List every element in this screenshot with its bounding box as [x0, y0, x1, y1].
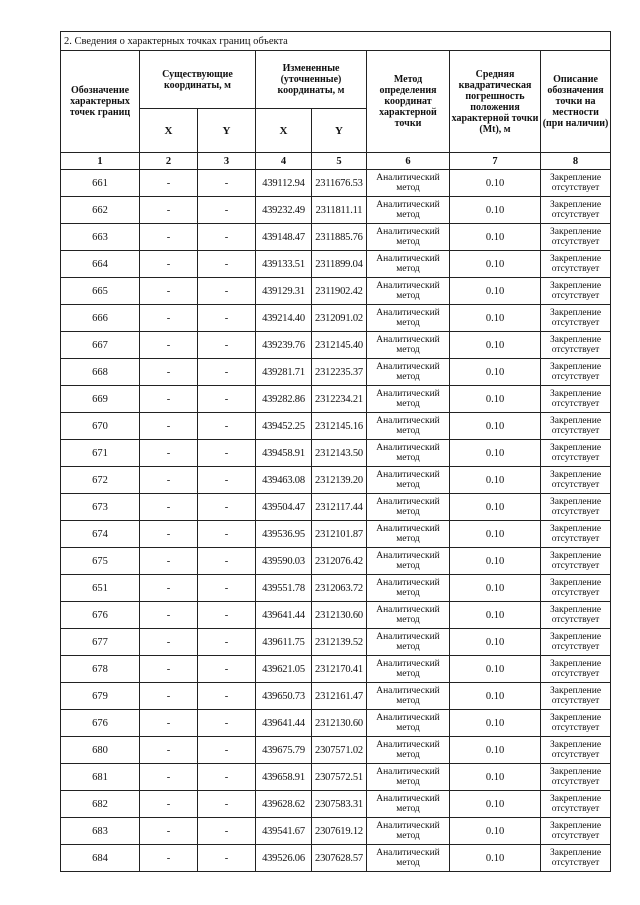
table-row [61, 521, 611, 548]
cell-existing-x: - [140, 278, 198, 305]
cell-x: 439658.91 [256, 764, 312, 791]
cell-y: 2311899.04 [312, 251, 367, 278]
cell-existing-y: - [198, 791, 256, 818]
table-row [61, 656, 611, 683]
cell-existing-y: - [198, 305, 256, 332]
cell-point-id: 674 [61, 521, 140, 548]
cell-description: Закрепление отсутствует [541, 359, 611, 386]
cell-existing-y: - [198, 197, 256, 224]
cell-x: 439551.78 [256, 575, 312, 602]
cell-existing-x: - [140, 440, 198, 467]
cell-description: Закрепление отсутствует [541, 548, 611, 575]
cell-method: Аналитический метод [367, 521, 450, 548]
cell-y: 2312117.44 [312, 494, 367, 521]
cell-y: 2307571.02 [312, 737, 367, 764]
cell-method: Аналитический метод [367, 656, 450, 683]
header-existing-x: X [140, 109, 198, 153]
cell-method: Аналитический метод [367, 602, 450, 629]
cell-mean-error: 0.10 [450, 359, 541, 386]
cell-x: 439112.94 [256, 170, 312, 197]
cell-y: 2312234.21 [312, 386, 367, 413]
column-number: 1 [61, 153, 140, 170]
column-number: 2 [140, 153, 198, 170]
cell-mean-error: 0.10 [450, 197, 541, 224]
cell-x: 439590.03 [256, 548, 312, 575]
cell-method: Аналитический метод [367, 494, 450, 521]
cell-description: Закрепление отсутствует [541, 251, 611, 278]
cell-method: Аналитический метод [367, 791, 450, 818]
cell-description: Закрепление отсутствует [541, 467, 611, 494]
cell-method: Аналитический метод [367, 224, 450, 251]
cell-point-id: 676 [61, 710, 140, 737]
cell-y: 2312063.72 [312, 575, 367, 602]
cell-point-id: 666 [61, 305, 140, 332]
cell-description: Закрепление отсутствует [541, 710, 611, 737]
cell-point-id: 665 [61, 278, 140, 305]
table-row [61, 440, 611, 467]
cell-description: Закрепление отсутствует [541, 170, 611, 197]
cell-mean-error: 0.10 [450, 791, 541, 818]
column-number: 4 [256, 153, 312, 170]
cell-method: Аналитический метод [367, 683, 450, 710]
cell-point-id: 667 [61, 332, 140, 359]
table-row [61, 575, 611, 602]
cell-existing-x: - [140, 332, 198, 359]
cell-y: 2312130.60 [312, 710, 367, 737]
cell-method: Аналитический метод [367, 845, 450, 872]
cell-existing-y: - [198, 764, 256, 791]
cell-method: Аналитический метод [367, 386, 450, 413]
cell-mean-error: 0.10 [450, 575, 541, 602]
cell-existing-x: - [140, 197, 198, 224]
cell-point-id: 683 [61, 818, 140, 845]
cell-point-id: 680 [61, 737, 140, 764]
cell-description: Закрепление отсутствует [541, 683, 611, 710]
cell-x: 439541.67 [256, 818, 312, 845]
column-number: 3 [198, 153, 256, 170]
table-row [61, 710, 611, 737]
cell-point-id: 669 [61, 386, 140, 413]
cell-point-id: 678 [61, 656, 140, 683]
cell-point-id: 675 [61, 548, 140, 575]
section-title: 2. Сведения о характерных точках границ объекта [61, 32, 611, 51]
cell-method: Аналитический метод [367, 170, 450, 197]
table-row [61, 764, 611, 791]
table-row [61, 170, 611, 197]
cell-mean-error: 0.10 [450, 170, 541, 197]
cell-existing-x: - [140, 305, 198, 332]
cell-x: 439526.06 [256, 845, 312, 872]
cell-point-id: 677 [61, 629, 140, 656]
cell-y: 2312235.37 [312, 359, 367, 386]
cell-existing-y: - [198, 494, 256, 521]
table-row [61, 494, 611, 521]
cell-y: 2312139.52 [312, 629, 367, 656]
header-point-designation: Обозначение характерных точек границ [61, 51, 140, 153]
cell-existing-y: - [198, 440, 256, 467]
cell-y: 2307628.57 [312, 845, 367, 872]
cell-method: Аналитический метод [367, 575, 450, 602]
cell-method: Аналитический метод [367, 440, 450, 467]
header-existing-coordinates: Существующие координаты, м [140, 51, 256, 109]
cell-existing-x: - [140, 359, 198, 386]
cell-mean-error: 0.10 [450, 440, 541, 467]
cell-mean-error: 0.10 [450, 494, 541, 521]
cell-mean-error: 0.10 [450, 224, 541, 251]
header-changed-y: Y [312, 109, 367, 153]
cell-point-id: 673 [61, 494, 140, 521]
cell-x: 439504.47 [256, 494, 312, 521]
cell-method: Аналитический метод [367, 548, 450, 575]
cell-existing-y: - [198, 575, 256, 602]
cell-x: 439232.49 [256, 197, 312, 224]
cell-mean-error: 0.10 [450, 521, 541, 548]
cell-existing-x: - [140, 224, 198, 251]
cell-existing-x: - [140, 251, 198, 278]
header-mean-error: Средняя квадратическая погрешность положения характерной точки (Mt), м [450, 51, 541, 153]
cell-description: Закрепление отсутствует [541, 494, 611, 521]
cell-existing-x: - [140, 575, 198, 602]
cell-description: Закрепление отсутствует [541, 845, 611, 872]
table-row [61, 818, 611, 845]
cell-mean-error: 0.10 [450, 251, 541, 278]
cell-y: 2307583.31 [312, 791, 367, 818]
cell-x: 439650.73 [256, 683, 312, 710]
table-row [61, 305, 611, 332]
cell-x: 439628.62 [256, 791, 312, 818]
cell-method: Аналитический метод [367, 737, 450, 764]
cell-point-id: 663 [61, 224, 140, 251]
cell-existing-x: - [140, 845, 198, 872]
cell-description: Закрепление отсутствует [541, 818, 611, 845]
cell-y: 2312161.47 [312, 683, 367, 710]
cell-x: 439641.44 [256, 710, 312, 737]
cell-x: 439129.31 [256, 278, 312, 305]
cell-x: 439463.08 [256, 467, 312, 494]
cell-existing-y: - [198, 332, 256, 359]
cell-y: 2311885.76 [312, 224, 367, 251]
cell-existing-x: - [140, 629, 198, 656]
cell-mean-error: 0.10 [450, 818, 541, 845]
cell-y: 2312145.40 [312, 332, 367, 359]
table-row [61, 251, 611, 278]
table-row [61, 683, 611, 710]
cell-point-id: 661 [61, 170, 140, 197]
cell-x: 439641.44 [256, 602, 312, 629]
cell-point-id: 681 [61, 764, 140, 791]
cell-mean-error: 0.10 [450, 656, 541, 683]
table-row [61, 224, 611, 251]
column-number: 6 [367, 153, 450, 170]
cell-point-id: 670 [61, 413, 140, 440]
cell-point-id: 672 [61, 467, 140, 494]
cell-description: Закрепление отсутствует [541, 791, 611, 818]
column-number: 5 [312, 153, 367, 170]
cell-existing-y: - [198, 224, 256, 251]
cell-mean-error: 0.10 [450, 602, 541, 629]
cell-description: Закрепление отсутствует [541, 332, 611, 359]
cell-existing-y: - [198, 629, 256, 656]
table-body [61, 170, 611, 872]
cell-existing-y: - [198, 521, 256, 548]
cell-point-id: 671 [61, 440, 140, 467]
cell-y: 2312139.20 [312, 467, 367, 494]
cell-existing-y: - [198, 737, 256, 764]
cell-existing-x: - [140, 602, 198, 629]
cell-description: Закрепление отсутствует [541, 278, 611, 305]
cell-point-id: 676 [61, 602, 140, 629]
cell-point-id: 679 [61, 683, 140, 710]
cell-method: Аналитический метод [367, 629, 450, 656]
cell-existing-y: - [198, 602, 256, 629]
cell-existing-y: - [198, 548, 256, 575]
cell-existing-y: - [198, 413, 256, 440]
cell-method: Аналитический метод [367, 467, 450, 494]
cell-method: Аналитический метод [367, 305, 450, 332]
cell-existing-y: - [198, 386, 256, 413]
cell-y: 2312145.16 [312, 413, 367, 440]
cell-existing-x: - [140, 413, 198, 440]
table-row [61, 791, 611, 818]
cell-existing-x: - [140, 710, 198, 737]
cell-description: Закрепление отсутствует [541, 629, 611, 656]
cell-point-id: 664 [61, 251, 140, 278]
cell-mean-error: 0.10 [450, 845, 541, 872]
cell-y: 2312076.42 [312, 548, 367, 575]
cell-existing-x: - [140, 548, 198, 575]
cell-existing-y: - [198, 683, 256, 710]
header-method: Метод определения координат характерной точки [367, 51, 450, 153]
column-number: 8 [541, 153, 611, 170]
cell-mean-error: 0.10 [450, 467, 541, 494]
cell-y: 2312130.60 [312, 602, 367, 629]
cell-y: 2307619.12 [312, 818, 367, 845]
table-row [61, 359, 611, 386]
cell-description: Закрепление отсутствует [541, 413, 611, 440]
cell-point-id: 682 [61, 791, 140, 818]
cell-existing-y: - [198, 170, 256, 197]
cell-x: 439621.05 [256, 656, 312, 683]
cell-method: Аналитический метод [367, 764, 450, 791]
table-row [61, 602, 611, 629]
cell-x: 439281.71 [256, 359, 312, 386]
cell-existing-x: - [140, 791, 198, 818]
cell-x: 439282.86 [256, 386, 312, 413]
cell-mean-error: 0.10 [450, 764, 541, 791]
cell-y: 2311811.11 [312, 197, 367, 224]
cell-description: Закрепление отсутствует [541, 602, 611, 629]
table-row [61, 548, 611, 575]
cell-description: Закрепление отсутствует [541, 656, 611, 683]
cell-existing-y: - [198, 359, 256, 386]
cell-description: Закрепление отсутствует [541, 764, 611, 791]
header-changed-coordinates: Измененные (уточненные) координаты, м [256, 51, 367, 109]
cell-y: 2311902.42 [312, 278, 367, 305]
cell-mean-error: 0.10 [450, 413, 541, 440]
cell-mean-error: 0.10 [450, 548, 541, 575]
cell-existing-x: - [140, 494, 198, 521]
header-changed-x: X [256, 109, 312, 153]
header-description: Описание обозначения точки на местности (при наличии) [541, 51, 611, 153]
cell-point-id: 684 [61, 845, 140, 872]
cell-existing-x: - [140, 521, 198, 548]
table-row [61, 629, 611, 656]
cell-x: 439239.76 [256, 332, 312, 359]
header-existing-y: Y [198, 109, 256, 153]
cell-x: 439452.25 [256, 413, 312, 440]
cell-x: 439148.47 [256, 224, 312, 251]
cell-description: Закрепление отсутствует [541, 521, 611, 548]
cell-mean-error: 0.10 [450, 386, 541, 413]
cell-point-id: 668 [61, 359, 140, 386]
cell-mean-error: 0.10 [450, 710, 541, 737]
cell-method: Аналитический метод [367, 710, 450, 737]
boundary-points-table [60, 31, 611, 872]
table-row [61, 386, 611, 413]
cell-method: Аналитический метод [367, 197, 450, 224]
cell-existing-y: - [198, 467, 256, 494]
table-row [61, 737, 611, 764]
table-row [61, 332, 611, 359]
table-row [61, 467, 611, 494]
cell-x: 439214.40 [256, 305, 312, 332]
cell-existing-y: - [198, 845, 256, 872]
cell-mean-error: 0.10 [450, 305, 541, 332]
cell-existing-x: - [140, 467, 198, 494]
cell-mean-error: 0.10 [450, 737, 541, 764]
cell-description: Закрепление отсутствует [541, 224, 611, 251]
cell-existing-x: - [140, 386, 198, 413]
table-row [61, 413, 611, 440]
cell-x: 439133.51 [256, 251, 312, 278]
cell-existing-y: - [198, 251, 256, 278]
cell-x: 439675.79 [256, 737, 312, 764]
cell-method: Аналитический метод [367, 359, 450, 386]
cell-existing-y: - [198, 656, 256, 683]
cell-existing-x: - [140, 818, 198, 845]
cell-x: 439536.95 [256, 521, 312, 548]
cell-y: 2312170.41 [312, 656, 367, 683]
cell-y: 2311676.53 [312, 170, 367, 197]
cell-mean-error: 0.10 [450, 629, 541, 656]
cell-point-id: 651 [61, 575, 140, 602]
cell-description: Закрепление отсутствует [541, 737, 611, 764]
cell-mean-error: 0.10 [450, 683, 541, 710]
table-row [61, 845, 611, 872]
cell-mean-error: 0.10 [450, 278, 541, 305]
cell-y: 2312091.02 [312, 305, 367, 332]
cell-mean-error: 0.10 [450, 332, 541, 359]
cell-method: Аналитический метод [367, 413, 450, 440]
cell-existing-x: - [140, 737, 198, 764]
cell-existing-x: - [140, 683, 198, 710]
column-number: 7 [450, 153, 541, 170]
cell-x: 439611.75 [256, 629, 312, 656]
cell-y: 2312143.50 [312, 440, 367, 467]
cell-method: Аналитический метод [367, 251, 450, 278]
cell-description: Закрепление отсутствует [541, 575, 611, 602]
cell-existing-x: - [140, 656, 198, 683]
table-row [61, 278, 611, 305]
boundary-points-sheet [60, 31, 610, 872]
cell-existing-y: - [198, 278, 256, 305]
cell-existing-y: - [198, 818, 256, 845]
cell-x: 439458.91 [256, 440, 312, 467]
cell-y: 2312101.87 [312, 521, 367, 548]
cell-point-id: 662 [61, 197, 140, 224]
cell-method: Аналитический метод [367, 332, 450, 359]
cell-description: Закрепление отсутствует [541, 197, 611, 224]
cell-description: Закрепление отсутствует [541, 305, 611, 332]
cell-description: Закрепление отсутствует [541, 386, 611, 413]
table-row [61, 197, 611, 224]
cell-existing-y: - [198, 710, 256, 737]
cell-existing-x: - [140, 170, 198, 197]
cell-method: Аналитический метод [367, 818, 450, 845]
cell-existing-x: - [140, 764, 198, 791]
cell-y: 2307572.51 [312, 764, 367, 791]
cell-method: Аналитический метод [367, 278, 450, 305]
cell-description: Закрепление отсутствует [541, 440, 611, 467]
